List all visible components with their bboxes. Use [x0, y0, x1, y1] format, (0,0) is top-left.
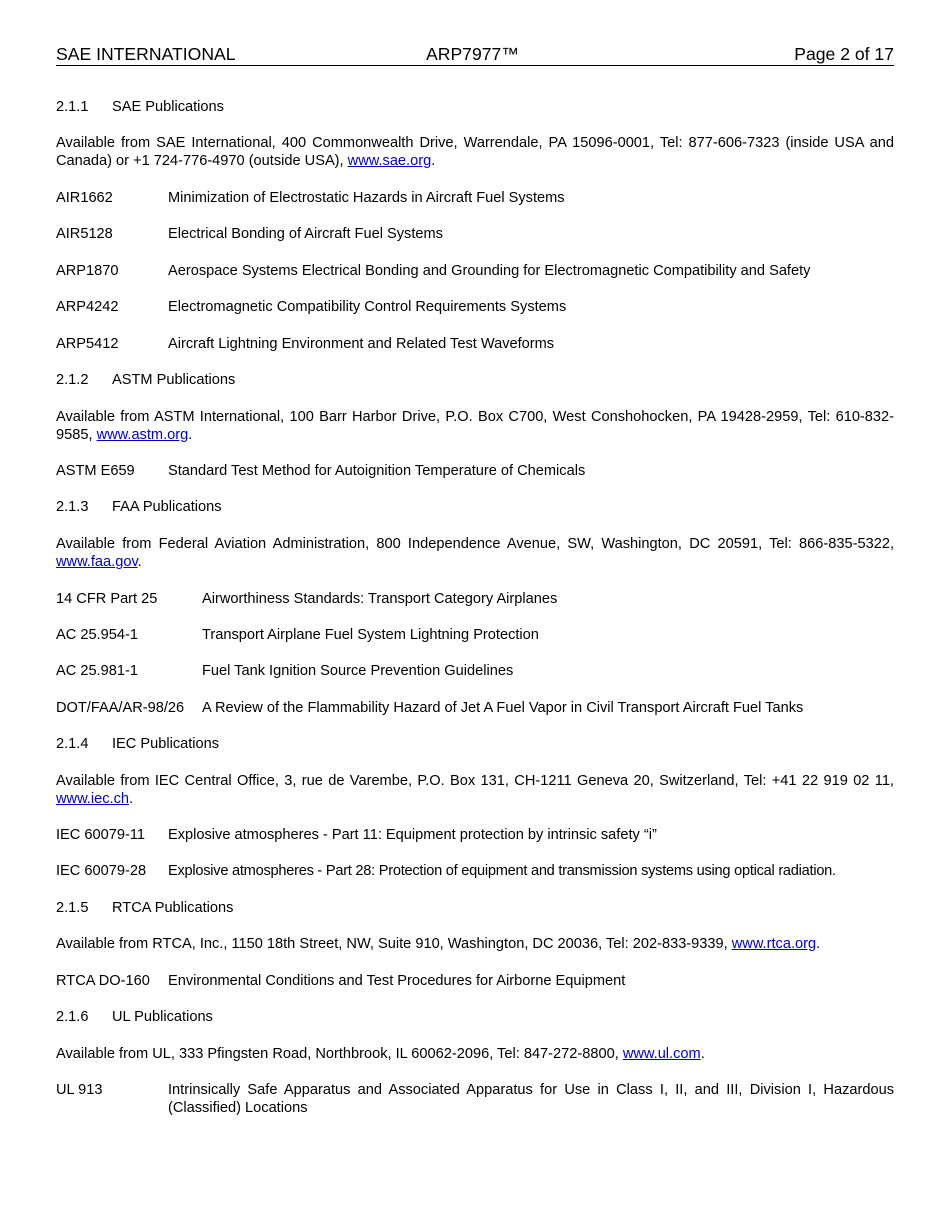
reference-title: Standard Test Method for Autoignition Temperature of Chemicals [168, 463, 586, 479]
reference-title: Explosive atmospheres - Part 28: Protection of equipment and transmission systems using optical radiation. [168, 863, 836, 879]
reference-code: AC 25.981-1 [56, 663, 138, 679]
reference-entry [56, 662, 894, 680]
reference-code: AIR1662 [56, 190, 113, 206]
header-doc-number: ARP7977™ [426, 44, 519, 64]
section-title: UL Publications [112, 1009, 213, 1025]
reference-entry [56, 699, 894, 717]
header-page-number: Page 2 of 17 [794, 44, 894, 64]
reference-code: AIR5128 [56, 226, 113, 242]
availability-text: Available from ASTM International, 100 Barr Harbor Drive, P.O. Box C700, West Conshohocken, PA 19428-2959, Tel: 610-832-9585, [56, 409, 894, 443]
availability-text: Available from SAE International, 400 Commonwealth Drive, Warrendale, PA 15096-0001, Tel: 877-606-7323 (inside USA and Canada) or +1 724-776-4970 (outside USA), [56, 135, 894, 169]
section-heading [56, 371, 894, 389]
reference-entry [56, 262, 894, 280]
section-title: IEC Publications [112, 736, 220, 752]
reference-entry [56, 862, 894, 880]
reference-code: RTCA DO-160 [56, 973, 150, 989]
reference-title: Environmental Conditions and Test Procedures for Airborne Equipment [168, 973, 626, 989]
availability-paragraph: Available from IEC Central Office, 3, rue de Varembe, P.O. Box 131, CH-1211 Geneva 20, Switzerland, Tel: +41 22 919 02 11, www.iec.ch. [56, 773, 894, 807]
availability-paragraph: Available from SAE International, 400 Commonwealth Drive, Warrendale, PA 15096-0001, Tel: 877-606-7323 (inside USA and Canada) or +1 724-776-4970 (outside USA), www.sae.org. [56, 135, 894, 169]
reference-code: ARP1870 [56, 263, 119, 279]
section-number: 2.1.4 [56, 736, 89, 752]
ul-link[interactable]: www.ul.com [622, 1046, 701, 1062]
reference-code: DOT/FAA/AR-98/26 [56, 700, 185, 716]
reference-entry [56, 298, 894, 316]
section-number: 2.1.1 [56, 99, 89, 115]
section-number: 2.1.6 [56, 1009, 89, 1025]
reference-title: Aerospace Systems Electrical Bonding and Grounding for Electromagnetic Compatibility and Safety [168, 263, 811, 279]
faa-link[interactable]: www.faa.gov [56, 554, 138, 570]
reference-code: IEC 60079-11 [56, 827, 145, 843]
availability-text: Available from RTCA, Inc., 1150 18th Street, NW, Suite 910, Washington, DC 20036, Tel: 202-833-9339, [56, 936, 732, 952]
reference-title: Electrical Bonding of Aircraft Fuel Systems [168, 226, 443, 242]
reference-title: Transport Airplane Fuel System Lightning Protection [202, 627, 539, 643]
reference-code: ARP5412 [56, 336, 119, 352]
reference-entry [56, 826, 894, 844]
reference-title: Explosive atmospheres - Part 11: Equipment protection by intrinsic safety “i” [168, 827, 657, 843]
reference-entry [56, 1081, 894, 1117]
section-heading [56, 899, 894, 917]
section-title: ASTM Publications [112, 372, 236, 388]
section-heading [56, 735, 894, 753]
availability-paragraph: Available from ASTM International, 100 Barr Harbor Drive, P.O. Box C700, West Conshohocken, PA 19428-2959, Tel: 610-832-9585, www.astm.org. [56, 409, 894, 443]
availability-paragraph: Available from Federal Aviation Administration, 800 Independence Avenue, SW, Washington, DC 20591, Tel: 866-835-5322, www.faa.gov. [56, 536, 894, 570]
sae-link[interactable]: www.sae.org [347, 153, 432, 169]
reference-entry [56, 462, 894, 480]
section-title: SAE Publications [112, 99, 224, 115]
section-title: RTCA Publications [112, 900, 234, 916]
reference-entry [56, 590, 894, 608]
availability-text: Available from UL, 333 Pfingsten Road, Northbrook, IL 60062-2096, Tel: 847-272-8800, [56, 1046, 623, 1062]
section-heading [56, 1008, 894, 1026]
reference-code: ARP4242 [56, 299, 119, 315]
reference-title: Minimization of Electrostatic Hazards in Aircraft Fuel Systems [168, 190, 565, 206]
section-heading [56, 98, 894, 116]
section-number: 2.1.5 [56, 900, 89, 916]
reference-entry [56, 626, 894, 644]
availability-paragraph: Available from RTCA, Inc., 1150 18th Street, NW, Suite 910, Washington, DC 20036, Tel: 202-833-9339, www.rtca.org. [56, 936, 821, 952]
availability-text: Available from Federal Aviation Administration, 800 Independence Avenue, SW, Washington, DC 20591, Tel: 866-835-5322, [56, 536, 894, 552]
reference-code: ASTM E659 [56, 463, 135, 479]
availability-text: Available from IEC Central Office, 3, rue de Varembe, P.O. Box 131, CH-1211 Geneva 20, Switzerland, Tel: +41 22 919 02 11, [56, 773, 894, 789]
reference-code: 14 CFR Part 25 [56, 591, 158, 607]
reference-title: Fuel Tank Ignition Source Prevention Guidelines [202, 663, 514, 679]
reference-entry [56, 225, 894, 243]
section-number: 2.1.2 [56, 372, 89, 388]
section-title: FAA Publications [112, 499, 222, 515]
availability-paragraph: Available from UL, 333 Pfingsten Road, Northbrook, IL 60062-2096, Tel: 847-272-8800, www.ul.com. [56, 1046, 705, 1062]
reference-entry [56, 335, 894, 353]
section-number: 2.1.3 [56, 499, 89, 515]
page-header [56, 44, 894, 66]
reference-entry [56, 189, 894, 207]
reference-code: IEC 60079-28 [56, 863, 147, 879]
reference-title: Airworthiness Standards: Transport Category Airplanes [202, 591, 558, 607]
reference-title: Aircraft Lightning Environment and Related Test Waveforms [168, 336, 555, 352]
reference-entry [56, 972, 894, 990]
header-org: SAE INTERNATIONAL [56, 44, 236, 64]
reference-title: Intrinsically Safe Apparatus and Associated Apparatus for Use in Class I, II, and III, Division I, Hazardous (Classified) Locations [168, 1082, 894, 1116]
iec-link[interactable]: www.iec.ch [56, 791, 129, 807]
reference-title: Electromagnetic Compatibility Control Requirements Systems [168, 299, 567, 315]
section-heading [56, 498, 894, 516]
astm-link[interactable]: www.astm.org [96, 427, 189, 443]
reference-code: UL 913 [56, 1082, 103, 1098]
reference-code: AC 25.954-1 [56, 627, 138, 643]
rtca-link[interactable]: www.rtca.org [731, 936, 817, 952]
reference-title: A Review of the Flammability Hazard of Jet A Fuel Vapor in Civil Transport Aircraft Fuel Tanks [202, 700, 804, 716]
